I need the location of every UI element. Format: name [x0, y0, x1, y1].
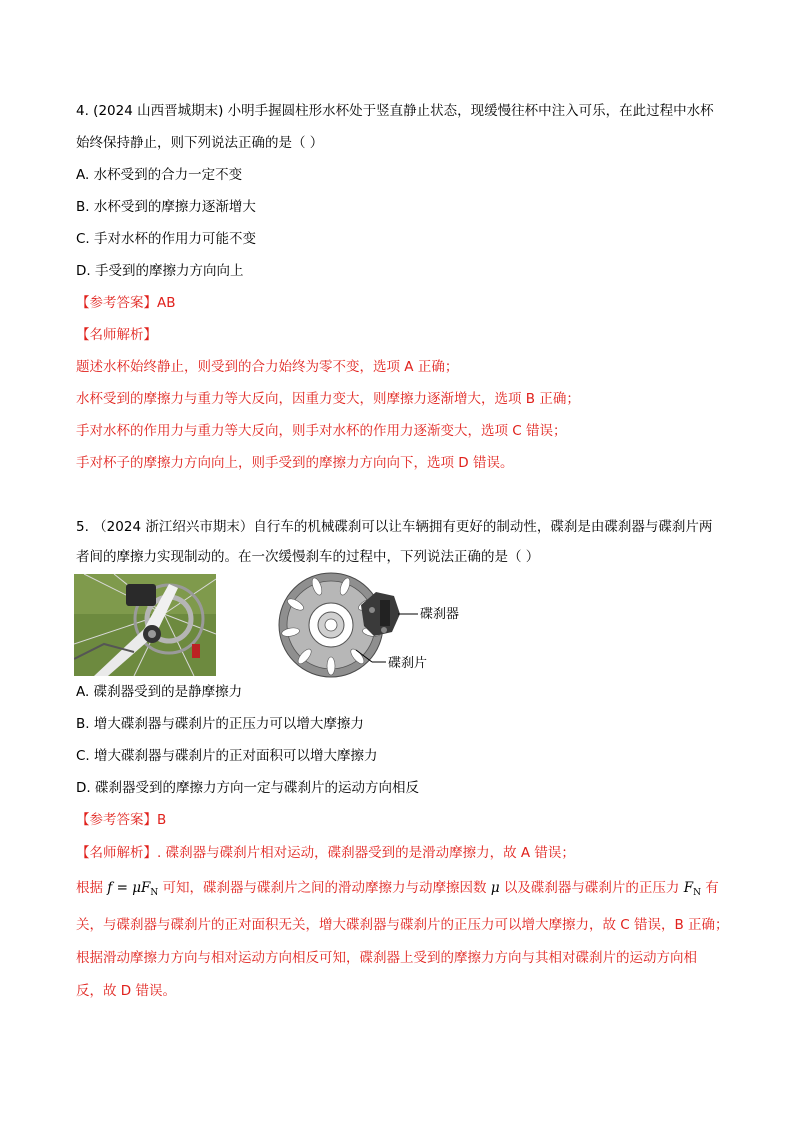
formula	[107, 880, 158, 896]
formula-f: f	[107, 880, 113, 896]
q5-analysis-2-mid: 可知，碟刹器与碟刹片之间的滑动摩擦力与动摩擦因数	[158, 880, 491, 896]
q5-analysis-3: 关，与碟刹器与碟刹片的正对面积无关，增大碟刹器与碟刹片的正压力可以增大摩擦力，故 C 错误，B 正确；	[76, 917, 729, 933]
q4-answer: 【参考答案】AB	[76, 295, 176, 311]
q5-answer: 【参考答案】B	[76, 812, 167, 828]
q5-analysis-2-pre: 根据	[76, 880, 108, 896]
q5-analysis-2-mid2: 以及碟刹器与碟刹片的正压力	[499, 880, 684, 896]
q4-stem-line1: 4. (2024 山西晋城期末) 小明手握圆柱形水杯处于竖直静止状态，现缓慢往杯中注入可乐，在此过程中水杯	[76, 103, 714, 119]
q4-analysis-1: 题述水杯始终静止，则受到的合力始终为零不变，选项 A 正确；	[76, 359, 459, 375]
label-caliper: 碟刹器	[420, 607, 460, 622]
q5-analysis-5: 反，故 D 错误。	[76, 983, 176, 999]
normal-force-symbol	[684, 880, 701, 896]
q4-analysis-title: 【名师解析】	[76, 327, 157, 343]
formula-N: N	[150, 888, 159, 898]
q5-analysis-2-post: 有	[700, 880, 719, 896]
q5-option-d: D. 碟刹器受到的摩擦力方向一定与碟刹片的运动方向相反	[76, 780, 419, 796]
label-disc: 碟刹片	[388, 656, 428, 671]
q5-analysis-4: 根据滑动摩擦力方向与相对运动方向相反可知，碟刹器上受到的摩擦力方向与其相对碟刹片的运动方向相	[76, 950, 697, 966]
q4-analysis-3: 手对水杯的作用力与重力等大反向，则手对水杯的作用力逐渐变大，选项 C 错误；	[76, 423, 567, 439]
q5-analysis-title-line: 【名师解析】. 碟刹器与碟刹片相对运动，碟刹器受到的是滑动摩擦力，故 A 错误；	[76, 845, 575, 861]
disc-brake-diagram	[276, 570, 476, 680]
q4-analysis-4: 手对杯子的摩擦力方向向上，则手受到的摩擦力方向向下，选项 D 错误。	[76, 455, 514, 471]
normal-force-N: N	[693, 888, 701, 898]
bicycle-disc-brake-photo	[74, 574, 216, 676]
q5-analysis-2	[76, 878, 719, 903]
q4-stem-line2: 始终保持静止，则下列说法正确的是（ ）	[76, 135, 324, 151]
q4-option-d: D. 手受到的摩擦力方向向上	[76, 263, 244, 279]
formula-F: F	[140, 880, 151, 896]
q4-option-b: B. 水杯受到的摩擦力逐渐增大	[76, 199, 256, 215]
q4-option-a: A. 水杯受到的合力一定不变	[76, 167, 243, 183]
q5-option-a: A. 碟刹器受到的是静摩擦力	[76, 684, 243, 700]
q5-stem-line1: 5. （2024 浙江绍兴市期末）自行车的机械碟刹可以让车辆拥有更好的制动性，碟刹是由碟刹器与碟刹片两	[76, 519, 713, 535]
q5-stem-line2: 者间的摩擦力实现制动的。在一次缓慢刹车的过程中，下列说法正确的是（ ）	[76, 549, 540, 565]
q4-option-c: C. 手对水杯的作用力可能不变	[76, 231, 257, 247]
q5-option-b: B. 增大碟刹器与碟刹片的正压力可以增大摩擦力	[76, 716, 364, 732]
q4-analysis-2: 水杯受到的摩擦力与重力等大反向，因重力变大，则摩擦力逐渐增大，选项 B 正确；	[76, 391, 580, 407]
formula-mu: μ	[132, 880, 141, 896]
mu-symbol: μ	[490, 880, 500, 896]
q5-option-c: C. 增大碟刹器与碟刹片的正对面积可以增大摩擦力	[76, 748, 378, 764]
normal-force-F: F	[683, 880, 694, 896]
formula-eq: =	[112, 880, 133, 896]
